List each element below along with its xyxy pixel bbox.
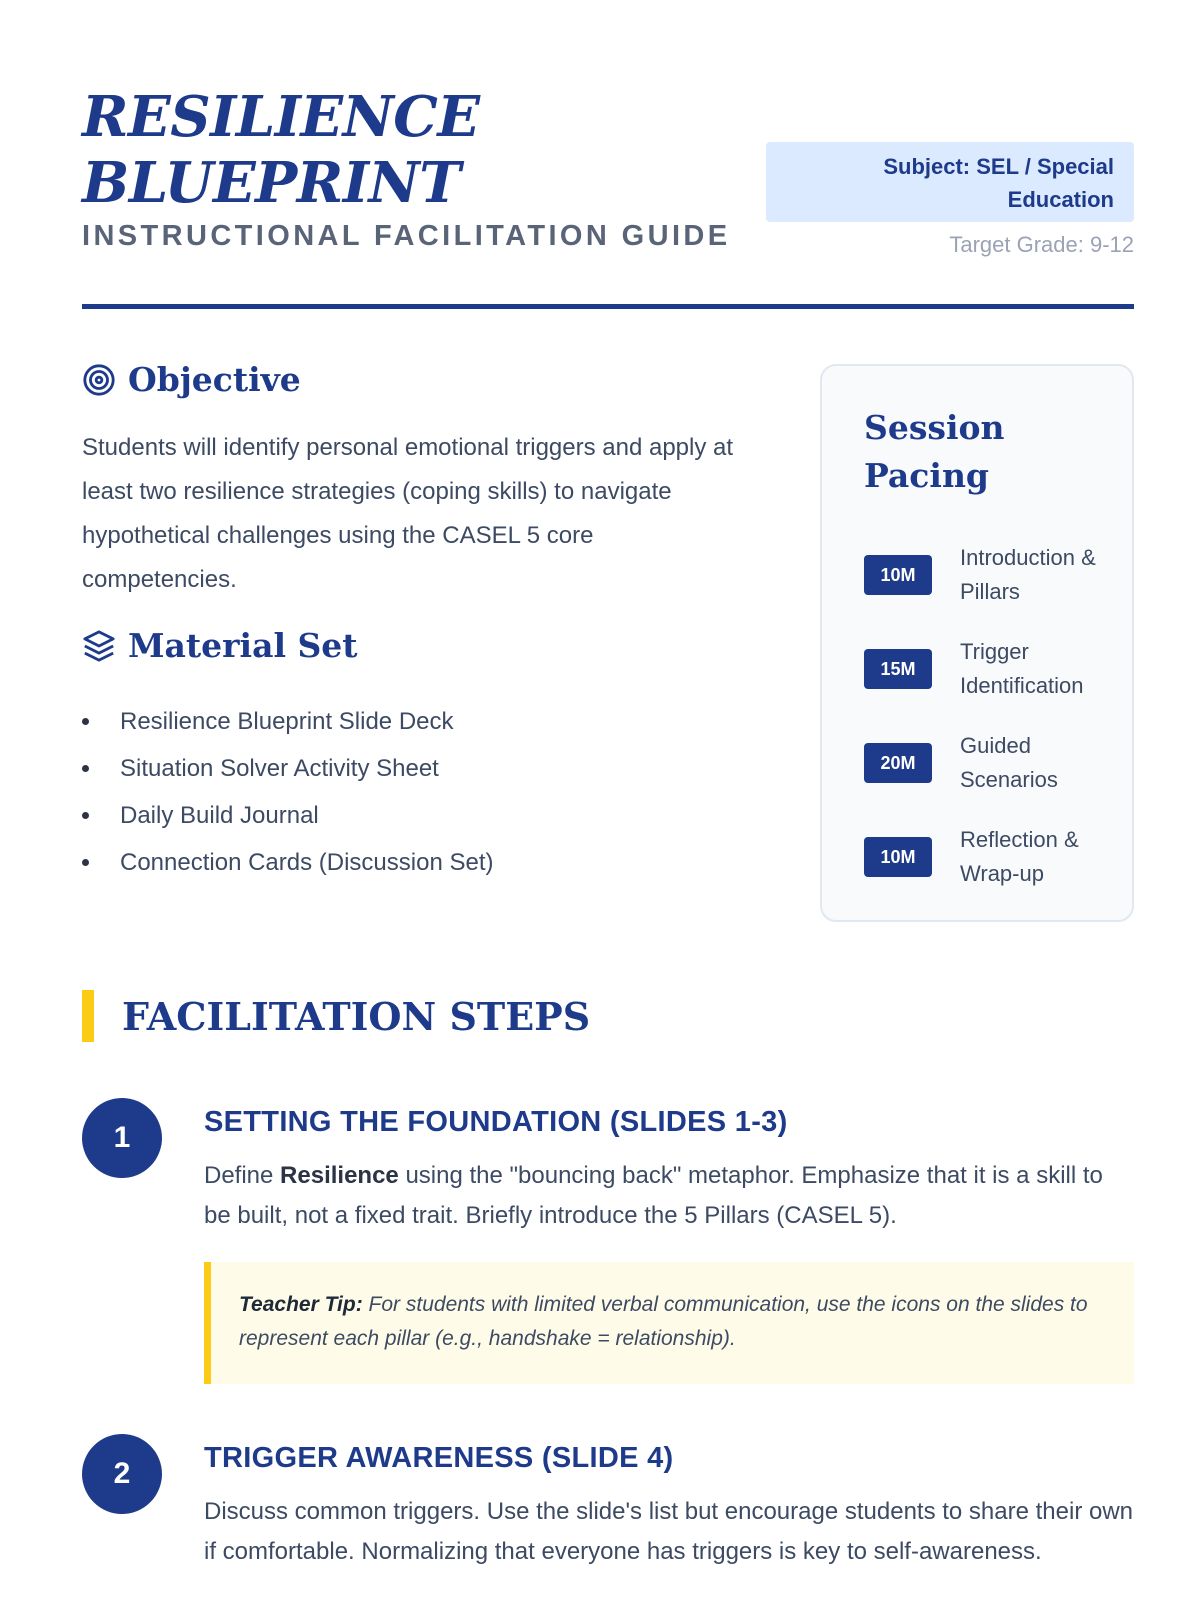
header-divider <box>82 304 1134 309</box>
objective-text: Students will identify personal emotional triggers and apply at least two resilience strategies (coping skills) to navigate hypothetical challenges using the CASEL 5 core competencies. <box>82 434 734 593</box>
pacing-row <box>864 716 1096 810</box>
materials-heading <box>82 626 358 665</box>
list-item <box>82 839 494 886</box>
desc-text: Define <box>204 1162 281 1189</box>
list-item <box>82 745 494 792</box>
bullet <box>82 765 89 772</box>
facilitation-steps-label: FACILITATION STEPS <box>122 993 591 1039</box>
accent-bar <box>82 990 94 1042</box>
page-subtitle: INSTRUCTIONAL FACILITATION GUIDE <box>82 220 731 252</box>
target-grade: Target Grade: 9-12 <box>949 232 1134 257</box>
pacing-row <box>864 810 1096 904</box>
tip-text: For students with limited verbal communication, use the icons on the slides to represent each pillar (e.g., handshake = relationship). <box>239 1293 1088 1350</box>
pacing-label: Reflection & Wrap-up <box>960 827 1079 886</box>
title-line-2: BLUEPRINT <box>82 150 461 216</box>
bullet <box>82 718 89 725</box>
page-title <box>82 84 782 216</box>
desc-bold-term: Resilience <box>280 1162 399 1189</box>
duration-badge: 10M <box>864 837 932 877</box>
material-label: Situation Solver Activity Sheet <box>120 755 439 782</box>
step-number-badge: 1 <box>82 1098 162 1178</box>
material-label: Resilience Blueprint Slide Deck <box>120 708 454 735</box>
material-label: Daily Build Journal <box>120 802 319 829</box>
pacing-heading: Session Pacing <box>864 408 1005 495</box>
objective-heading <box>82 360 301 399</box>
facilitation-steps-heading <box>82 990 590 1042</box>
layers-icon <box>82 629 116 663</box>
desc-text: using the "bouncing back" metaphor. Emphasize that it is a skill to be built, not a fixed trait. Briefly introduce the 5 Pillars (CASEL 5). <box>204 1162 1103 1229</box>
bullet <box>82 812 89 819</box>
step-title: TRIGGER AWARENESS (SLIDE 4) <box>204 1442 674 1474</box>
step-body <box>204 1098 1134 1384</box>
pacing-row <box>864 622 1096 716</box>
step-number-badge: 2 <box>82 1434 162 1514</box>
session-pacing-card <box>820 364 1134 922</box>
facilitation-guide-page <box>82 0 1134 1600</box>
bullet <box>82 859 89 866</box>
material-label: Connection Cards (Discussion Set) <box>120 849 494 876</box>
step-description: Discuss common triggers. Use the slide's list but encourage students to share their own if comfortable. Normalizing that everyone has triggers is key to self-awareness. <box>204 1498 1134 1565</box>
duration-badge: 15M <box>864 649 932 689</box>
materials-heading-label: Material Set <box>128 626 358 665</box>
duration-badge: 20M <box>864 743 932 783</box>
teacher-tip <box>204 1262 1134 1384</box>
pacing-label: Introduction & Pillars <box>960 545 1096 604</box>
subject-badge: Subject: SEL / Special Education <box>766 142 1134 222</box>
tip-label: Teacher Tip: <box>239 1293 363 1316</box>
target-icon <box>82 363 116 397</box>
objective-heading-label: Objective <box>128 360 301 399</box>
pacing-label: Guided Scenarios <box>960 733 1058 792</box>
pacing-label: Trigger Identification <box>960 639 1084 698</box>
materials-list <box>82 698 494 886</box>
pacing-row <box>864 528 1096 622</box>
step-body <box>204 1434 1134 1572</box>
step-description <box>204 1156 1134 1236</box>
list-item <box>82 698 494 745</box>
list-item <box>82 792 494 839</box>
duration-badge: 10M <box>864 555 932 595</box>
title-line-1: RESILIENCE <box>82 84 480 150</box>
step-title: SETTING THE FOUNDATION (SLIDES 1-3) <box>204 1106 788 1138</box>
